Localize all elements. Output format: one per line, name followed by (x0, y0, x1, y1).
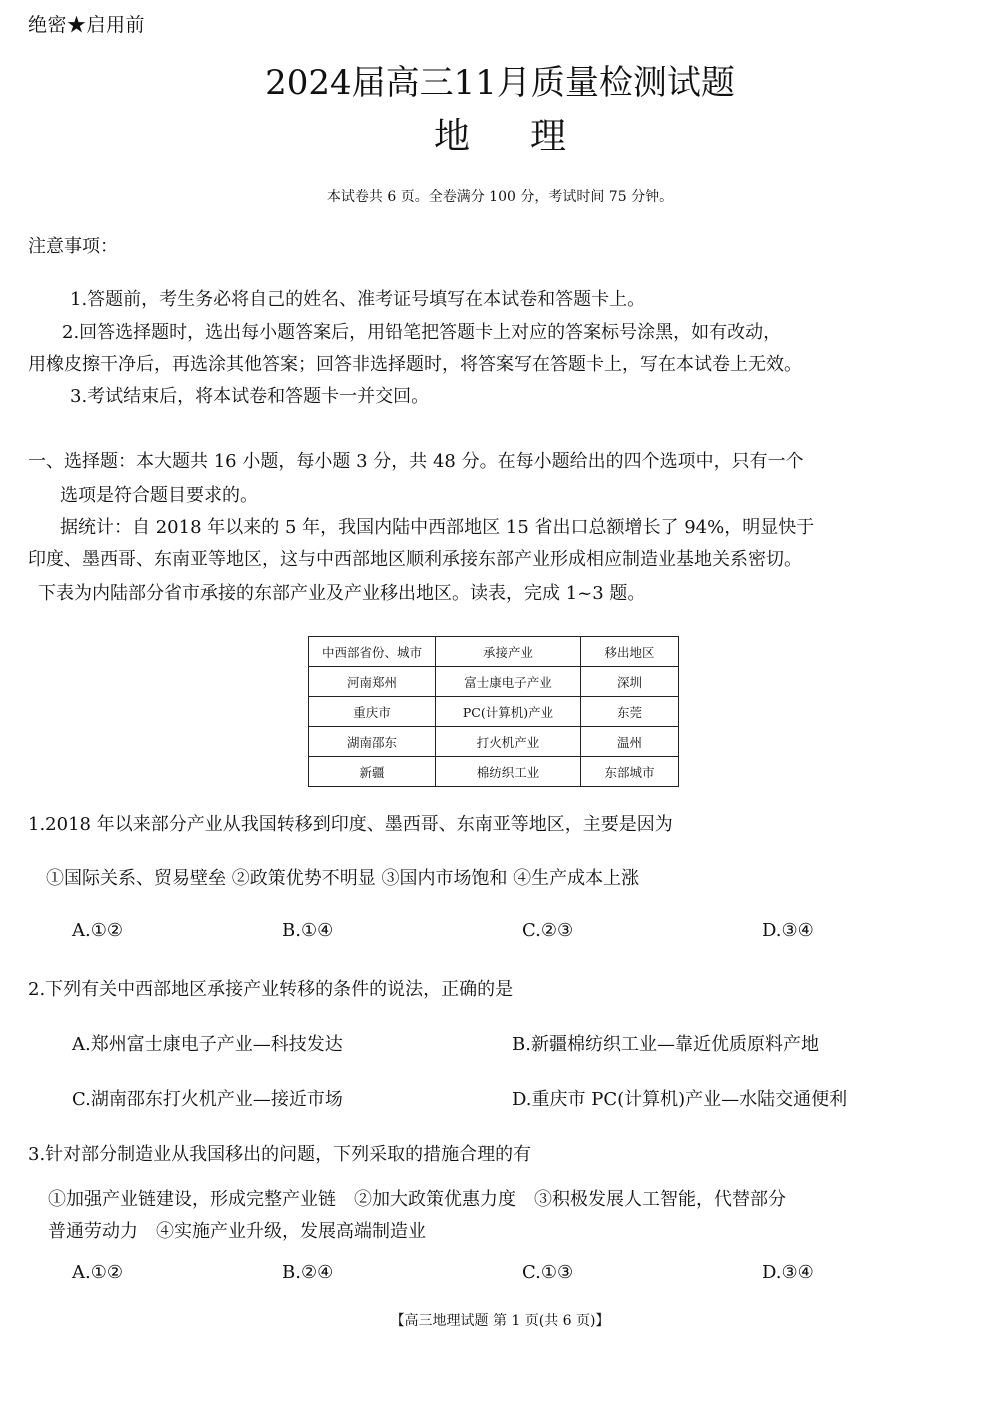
secret-mark: 绝密★启用前 (28, 14, 146, 36)
notice-item-2-cont: 用橡皮擦干净后，再选涂其他答案；回答非选择题时，将答案写在答题卡上，写在本试卷上无效。 (28, 354, 802, 375)
table-cell: 河南郑州 (309, 667, 436, 697)
question-2-option-a: A.郑州富士康电子产业—科技发达 (72, 1034, 343, 1055)
exam-meta: 本试卷共 6 页。全卷满分 100 分，考试时间 75 分钟。 (326, 189, 674, 205)
question-3-stem: 3.针对部分制造业从我国移出的问题，下列采取的措施合理的有 (28, 1144, 532, 1165)
section-heading-cont: 选项是符合题目要求的。 (60, 485, 258, 506)
table-cell: PC(计算机)产业 (436, 697, 581, 727)
passage-line-3: 下表为内陆部分省市承接的东部产业及产业移出地区。读表，完成 1~3 题。 (38, 583, 646, 604)
question-2-option-c: C.湖南邵东打火机产业—接近市场 (72, 1089, 343, 1110)
question-1-option-c: C.②③ (522, 920, 574, 941)
subject-char-2: 理 (530, 116, 567, 157)
subject-title (0, 108, 1000, 159)
question-2-option-b: B.新疆棉纺织工业—靠近优质原料产地 (512, 1034, 819, 1055)
table-cell: 新疆 (309, 757, 436, 787)
subject-char-1: 地 (433, 116, 470, 157)
question-3-option-c: C.①③ (522, 1262, 574, 1283)
question-3-statements: ①加强产业链建设，形成完整产业链 ②加大政策优惠力度 ③积极发展人工智能，代替部分 (48, 1189, 786, 1210)
passage-line-1: 据统计：自 2018 年以来的 5 年，我国内陆中西部地区 15 省出口总额增长了 94%，明显快于 (60, 517, 815, 538)
table-header: 承接产业 (436, 637, 581, 667)
table-cell: 东莞 (581, 697, 679, 727)
question-3-option-a: A.①② (72, 1262, 123, 1283)
table-cell: 打火机产业 (436, 727, 581, 757)
notice-item-1: 1.答题前，考生务必将自己的姓名、准考证号填写在本试卷和答题卡上。 (70, 289, 646, 310)
table-cell: 深圳 (581, 667, 679, 697)
notice-item-2: 2.回答选择题时，选出每小题答案后，用铅笔把答题卡上对应的答案标号涂黑，如有改动， (62, 322, 782, 343)
table-cell: 重庆市 (309, 697, 436, 727)
question-2-option-d: D.重庆市 PC(计算机)产业—水陆交通便利 (512, 1089, 848, 1110)
table-row (309, 667, 679, 697)
table-row (309, 697, 679, 727)
industry-transfer-table (308, 636, 679, 787)
notice-heading: 注意事项： (28, 236, 118, 257)
question-3-statements-cont: 普通劳动力 ④实施产业升级，发展高端制造业 (48, 1221, 426, 1242)
page-footer: 【高三地理试题 第 1 页(共 6 页)】 (390, 1313, 610, 1329)
table-cell: 湖南邵东 (309, 727, 436, 757)
question-3-option-b: B.②④ (282, 1262, 334, 1283)
question-1-stem: 1.2018 年以来部分产业从我国转移到印度、墨西哥、东南亚等地区，主要是因为 (28, 814, 673, 835)
question-1-statements: ①国际关系、贸易壁垒 ②政策优势不明显 ③国内市场饱和 ④生产成本上涨 (46, 868, 640, 889)
table-row (309, 757, 679, 787)
table-cell: 东部城市 (581, 757, 679, 787)
section-heading: 一、选择题：本大题共 16 小题，每小题 3 分，共 48 分。在每小题给出的四个选项中，只有一个 (28, 451, 804, 472)
question-2-stem: 2.下列有关中西部地区承接产业转移的条件的说法，正确的是 (28, 979, 514, 1000)
passage-line-2: 印度、墨西哥、东南亚等地区，这与中西部地区顺利承接东部产业形成相应制造业基地关系密切。 (28, 549, 802, 570)
table-header: 中西部省份、城市 (309, 637, 436, 667)
table-row (309, 727, 679, 757)
table-cell: 棉纺织工业 (436, 757, 581, 787)
exam-title: 2024届高三11月质量检测试题 (265, 63, 735, 103)
question-1-option-a: A.①② (72, 920, 123, 941)
notice-item-3: 3.考试结束后，将本试卷和答题卡一并交回。 (70, 386, 430, 407)
table-header: 移出地区 (581, 637, 679, 667)
table-cell: 温州 (581, 727, 679, 757)
table-header-row (309, 637, 679, 667)
table-cell: 富士康电子产业 (436, 667, 581, 697)
question-1-option-b: B.①④ (282, 920, 334, 941)
question-3-option-d: D.③④ (762, 1262, 814, 1283)
question-1-option-d: D.③④ (762, 920, 814, 941)
